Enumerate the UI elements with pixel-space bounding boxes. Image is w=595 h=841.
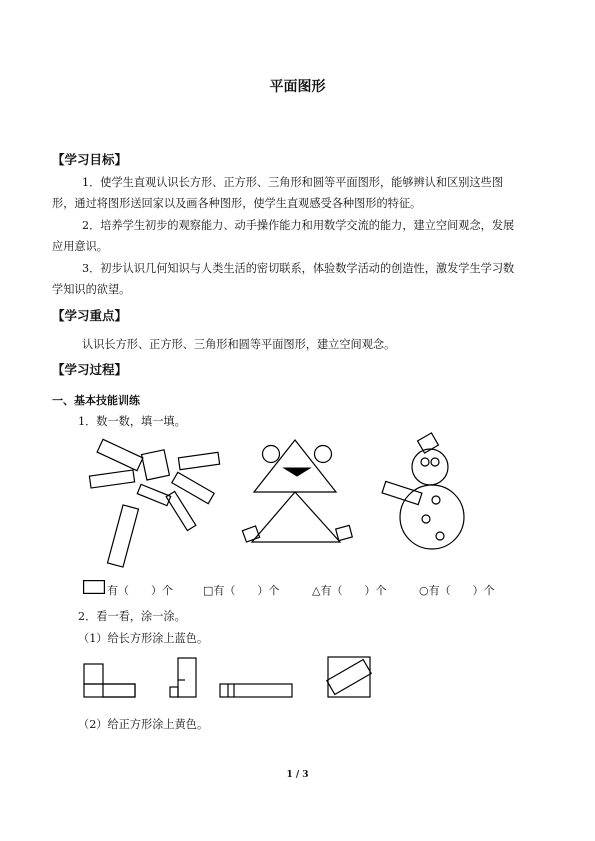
dragonfly-lower-right-wing [172,472,214,503]
square-with-rotated-rectangle-group [327,657,371,697]
snowman-head [412,449,448,485]
right-ear-circle [315,446,332,463]
button-circle-2 [422,515,430,523]
bottom-triangle [252,492,340,542]
question-1: 1．数一数，填一填。 [78,415,186,428]
goal-2-line-1: 2．培养学生初步的观察能力、动手操作能力和用数学交流的能力，建立空间观念，发展 [82,219,515,232]
dragonfly-head [142,450,170,480]
count-square: □有（ ）个 [203,584,280,597]
l-shape-group [84,664,135,697]
left-ear-circle [263,446,280,463]
right-eye-circle [431,458,439,466]
goal-3-line-1: 3．初步认识几何知识与人类生活的密切联系，体验数学活动的创造性，激发学生学习数 [82,262,515,275]
button-circle-1 [432,496,440,504]
small-triangle [284,468,310,476]
dragonfly-figure [80,432,230,572]
top-triangle [254,440,336,492]
process-heading: 【学习过程】 [52,362,128,377]
dragonfly-body [108,505,139,567]
dragonfly-chest [137,484,170,505]
snowman-figure [378,430,473,558]
rectangle-icon [83,580,105,594]
count-rectangle: 有（ ）个 [107,584,173,597]
page-title: 平面图形 [269,79,326,95]
part1-heading: 一、基本技能训练 [52,394,140,407]
goal-3-line-2: 学知识的欲望。 [52,283,131,296]
dragonfly-lower-left-wing [89,470,134,488]
triangle-figure [238,438,358,548]
left-foot-square [242,526,259,542]
count-circle: ○有（ ）个 [419,584,495,597]
goal-2-line-2: 应用意识。 [52,240,108,253]
page-number: 1 / 3 [286,770,309,780]
goals-heading: 【学习目标】 [52,152,128,167]
goal-1-line-1: 1．使学生直观认识长方形、正方形、三角形和圆等平面图形，能够辨认和区别这些图 [82,176,504,189]
count-triangle: △有（ ）个 [312,584,387,597]
long-rectangle-group [220,684,292,697]
key-text: 认识长方形、正方形、三角形和圆等平面图形，建立空间观念。 [82,338,396,351]
question-2-1: （1）给长方形涂上蓝色。 [78,632,209,645]
arm-rectangle [382,481,422,504]
coloring-shapes [80,654,380,702]
question-2-2: （2）给正方形涂上黄色。 [78,718,209,731]
dragonfly-upper-left-wing [97,439,143,470]
left-eye-circle [421,458,429,466]
dragonfly-upper-right-wing [178,452,219,469]
tall-rectangle-group [170,658,196,697]
key-heading: 【学习重点】 [52,308,128,323]
right-foot-square [336,525,353,540]
goal-1-line-2: 形，通过将图形送回家以及画各种图形，使学生直观感受各种图形的特征。 [52,197,422,210]
question-2: 2．看一看，涂一涂。 [78,610,186,623]
snowman-body [400,485,464,549]
button-circle-3 [436,532,444,540]
